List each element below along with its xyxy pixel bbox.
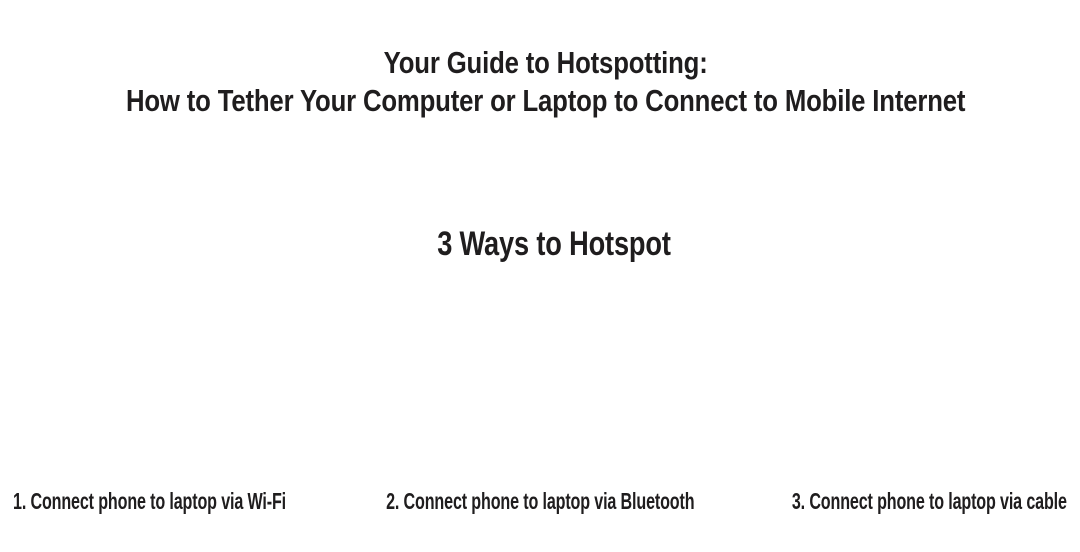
page-title: [126, 44, 965, 120]
method-item-cable: [13, 488, 1067, 514]
method-label-bluetooth: 2. Connect phone to laptop via Bluetooth: [385, 488, 695, 514]
title-area: [0, 44, 1080, 120]
method-label-wifi: 1. Connect phone to laptop via Wi-Fi: [13, 488, 286, 514]
section-heading-area: [0, 224, 1080, 264]
section-heading: 3 Ways to Hotspot: [437, 225, 671, 263]
methods-row: [13, 488, 1067, 518]
method-label-cable: 3. Connect phone to laptop via cable: [792, 488, 1067, 514]
title-line-1: Your Guide to Hotspotting:: [384, 45, 708, 80]
title-line-2: How to Tether Your Computer or Laptop to Connect to Mobile Internet: [126, 83, 966, 118]
